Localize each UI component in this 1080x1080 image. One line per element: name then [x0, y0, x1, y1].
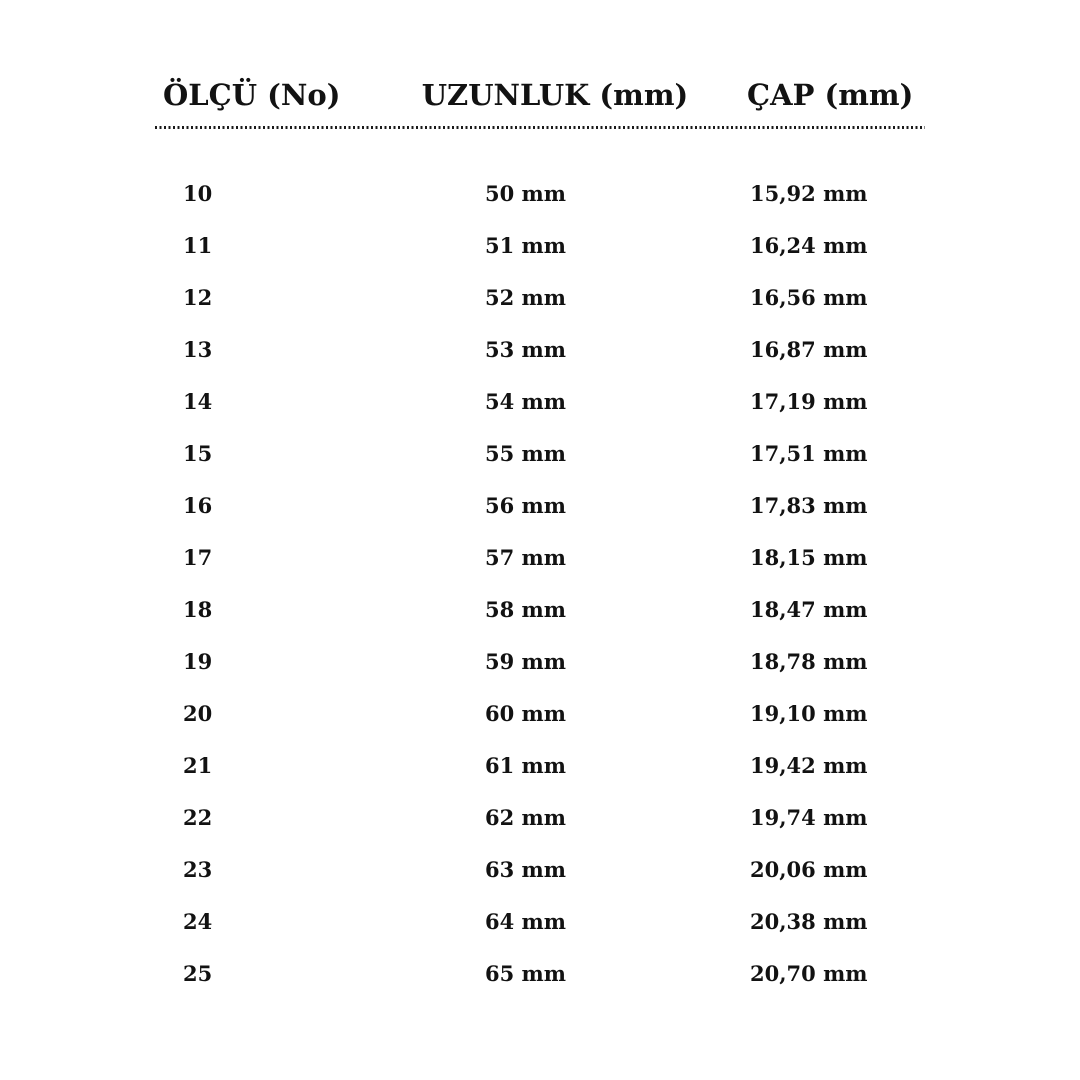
table-row [155, 687, 925, 739]
cell-length: 51 mm [485, 232, 566, 258]
cell-diameter: 17,51 mm [750, 440, 868, 466]
cell-size: 24 [183, 908, 213, 934]
cell-length: 54 mm [485, 388, 566, 414]
cell-diameter: 20,06 mm [750, 856, 868, 882]
cell-size: 15 [183, 440, 213, 466]
table-row [155, 791, 925, 843]
cell-diameter: 20,38 mm [750, 908, 868, 934]
cell-diameter: 18,15 mm [750, 544, 868, 570]
cell-size: 17 [183, 544, 213, 570]
cell-diameter: 17,83 mm [750, 492, 868, 518]
cell-diameter: 16,56 mm [750, 284, 868, 310]
cell-length: 52 mm [485, 284, 566, 310]
table-row [155, 323, 925, 375]
cell-size: 21 [183, 752, 213, 778]
cell-length: 58 mm [485, 596, 566, 622]
cell-diameter: 19,10 mm [750, 700, 868, 726]
cell-size: 12 [183, 284, 213, 310]
cell-length: 65 mm [485, 960, 566, 986]
cell-size: 10 [183, 180, 213, 206]
column-header-diameter: ÇAP (mm) [747, 78, 914, 112]
cell-length: 59 mm [485, 648, 566, 674]
cell-length: 56 mm [485, 492, 566, 518]
table-row [155, 479, 925, 531]
dotted-divider [155, 126, 925, 129]
cell-length: 64 mm [485, 908, 566, 934]
cell-size: 16 [183, 492, 213, 518]
cell-size: 20 [183, 700, 213, 726]
table-row [155, 427, 925, 479]
table-row [155, 739, 925, 791]
cell-size: 22 [183, 804, 213, 830]
table-row [155, 375, 925, 427]
table-row [155, 843, 925, 895]
cell-length: 55 mm [485, 440, 566, 466]
cell-length: 63 mm [485, 856, 566, 882]
table-row [155, 531, 925, 583]
table-row [155, 635, 925, 687]
cell-length: 60 mm [485, 700, 566, 726]
cell-length: 53 mm [485, 336, 566, 362]
cell-size: 19 [183, 648, 213, 674]
table-row [155, 271, 925, 323]
ring-size-table [155, 78, 925, 999]
cell-length: 61 mm [485, 752, 566, 778]
table-row [155, 167, 925, 219]
table-row [155, 583, 925, 635]
cell-length: 50 mm [485, 180, 566, 206]
cell-diameter: 16,87 mm [750, 336, 868, 362]
cell-length: 62 mm [485, 804, 566, 830]
cell-diameter: 18,78 mm [750, 648, 868, 674]
cell-diameter: 20,70 mm [750, 960, 868, 986]
cell-size: 13 [183, 336, 213, 362]
table-row [155, 895, 925, 947]
cell-diameter: 19,42 mm [750, 752, 868, 778]
table-row [155, 219, 925, 271]
table-body [155, 167, 925, 999]
cell-size: 25 [183, 960, 213, 986]
cell-size: 11 [183, 232, 213, 258]
cell-size: 23 [183, 856, 213, 882]
column-header-length: UZUNLUK (mm) [421, 78, 689, 112]
column-header-size: ÖLÇÜ (No) [163, 78, 341, 112]
cell-size: 14 [183, 388, 213, 414]
table-header-row [155, 78, 925, 112]
table-row [155, 947, 925, 999]
cell-diameter: 18,47 mm [750, 596, 868, 622]
cell-diameter: 19,74 mm [750, 804, 868, 830]
cell-length: 57 mm [485, 544, 566, 570]
cell-diameter: 17,19 mm [750, 388, 868, 414]
cell-diameter: 15,92 mm [750, 180, 868, 206]
cell-diameter: 16,24 mm [750, 232, 868, 258]
cell-size: 18 [183, 596, 213, 622]
